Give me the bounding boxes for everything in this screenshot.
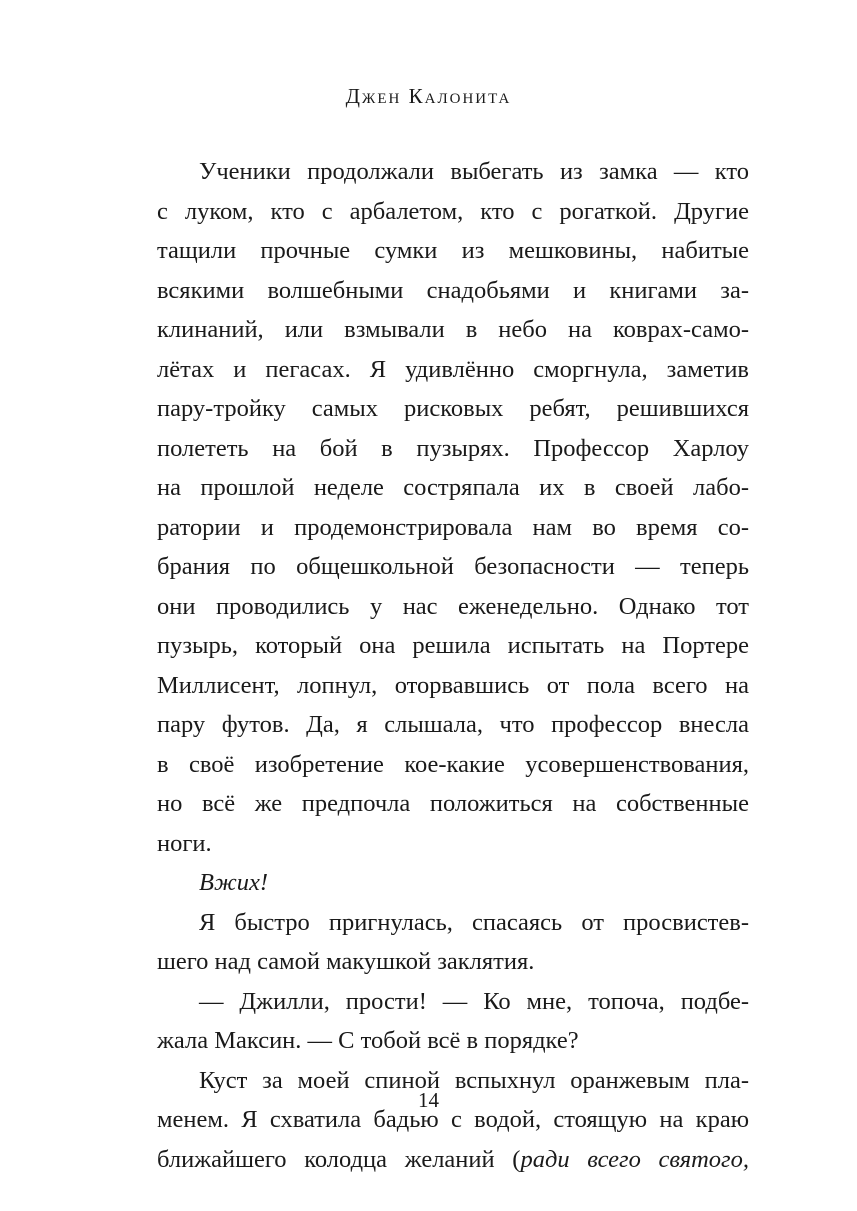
- text-line: Миллисент, лопнул, оторвавшись от пола всего на: [157, 671, 749, 699]
- text-line: полететь на бой в пузырях. Профессор Харлоу: [157, 434, 749, 462]
- paragraph: [157, 1061, 749, 1180]
- text-line: жала Максин. — С тобой всё в порядке?: [157, 1027, 579, 1054]
- paragraph: [157, 903, 749, 982]
- text-line: менем. Я схватила бадью с водой, стоящую на краю: [157, 1106, 749, 1133]
- text-line: Ученики продолжали выбегать из замка — кто: [199, 158, 749, 185]
- text-line: но всё же предпочла положиться на собственные: [157, 790, 749, 817]
- text-line: брания по общешкольной безопасности — теперь: [157, 553, 749, 580]
- running-head: Джен Калонита: [345, 84, 512, 108]
- text-line: пару футов. Да, я слышала, что профессор внесла: [157, 711, 749, 738]
- text-line: пузырь, который она решила испытать на Портере: [157, 632, 749, 659]
- text-line: всякими волшебными снадобьями и книгами за-: [157, 276, 749, 304]
- text-line: шего над самой макушкой заклятия.: [157, 948, 535, 975]
- text-line: ноги.: [157, 829, 212, 857]
- text-line: в своё изобретение кое-какие усовершенствования,: [157, 750, 749, 778]
- text-line: на прошлой неделе состряпала их в своей лабо-: [157, 474, 749, 501]
- text-run: ближайшего колодца желаний (: [157, 1145, 521, 1173]
- text-line-mixed: [157, 1140, 749, 1180]
- body-text: [157, 152, 749, 1179]
- paragraph: [157, 152, 749, 863]
- page-number: 14: [418, 1088, 439, 1112]
- text-line: — Джилли, прости! — Ко мне, топоча, подбе-: [199, 987, 749, 1015]
- text-run-italic: ради всего святого,: [520, 1145, 749, 1173]
- text-line: с луком, кто с арбалетом, кто с рогаткой. Другие: [157, 197, 749, 225]
- paragraph: [157, 982, 749, 1061]
- text-line: клинаний, или взмывали в небо на коврах-само-: [157, 316, 749, 343]
- text-line: Я быстро пригнулась, спасаясь от просвистев-: [199, 908, 749, 936]
- paragraph: [157, 863, 749, 903]
- text-line: Куст за моей спиной вспыхнул оранжевым пла-: [199, 1066, 749, 1094]
- text-line: тащили прочные сумки из мешковины, набитые: [157, 237, 749, 264]
- text-line: ратории и продемонстрировала нам во время со-: [157, 513, 749, 541]
- text-line: пару-тройку самых рисковых ребят, решившихся: [157, 395, 749, 422]
- text-line: лётах и пегасах. Я удивлённо сморгнула, заметив: [157, 355, 749, 383]
- text-line-italic: Вжих!: [199, 869, 269, 896]
- text-line: они проводились у нас еженедельно. Однако тот: [157, 592, 749, 620]
